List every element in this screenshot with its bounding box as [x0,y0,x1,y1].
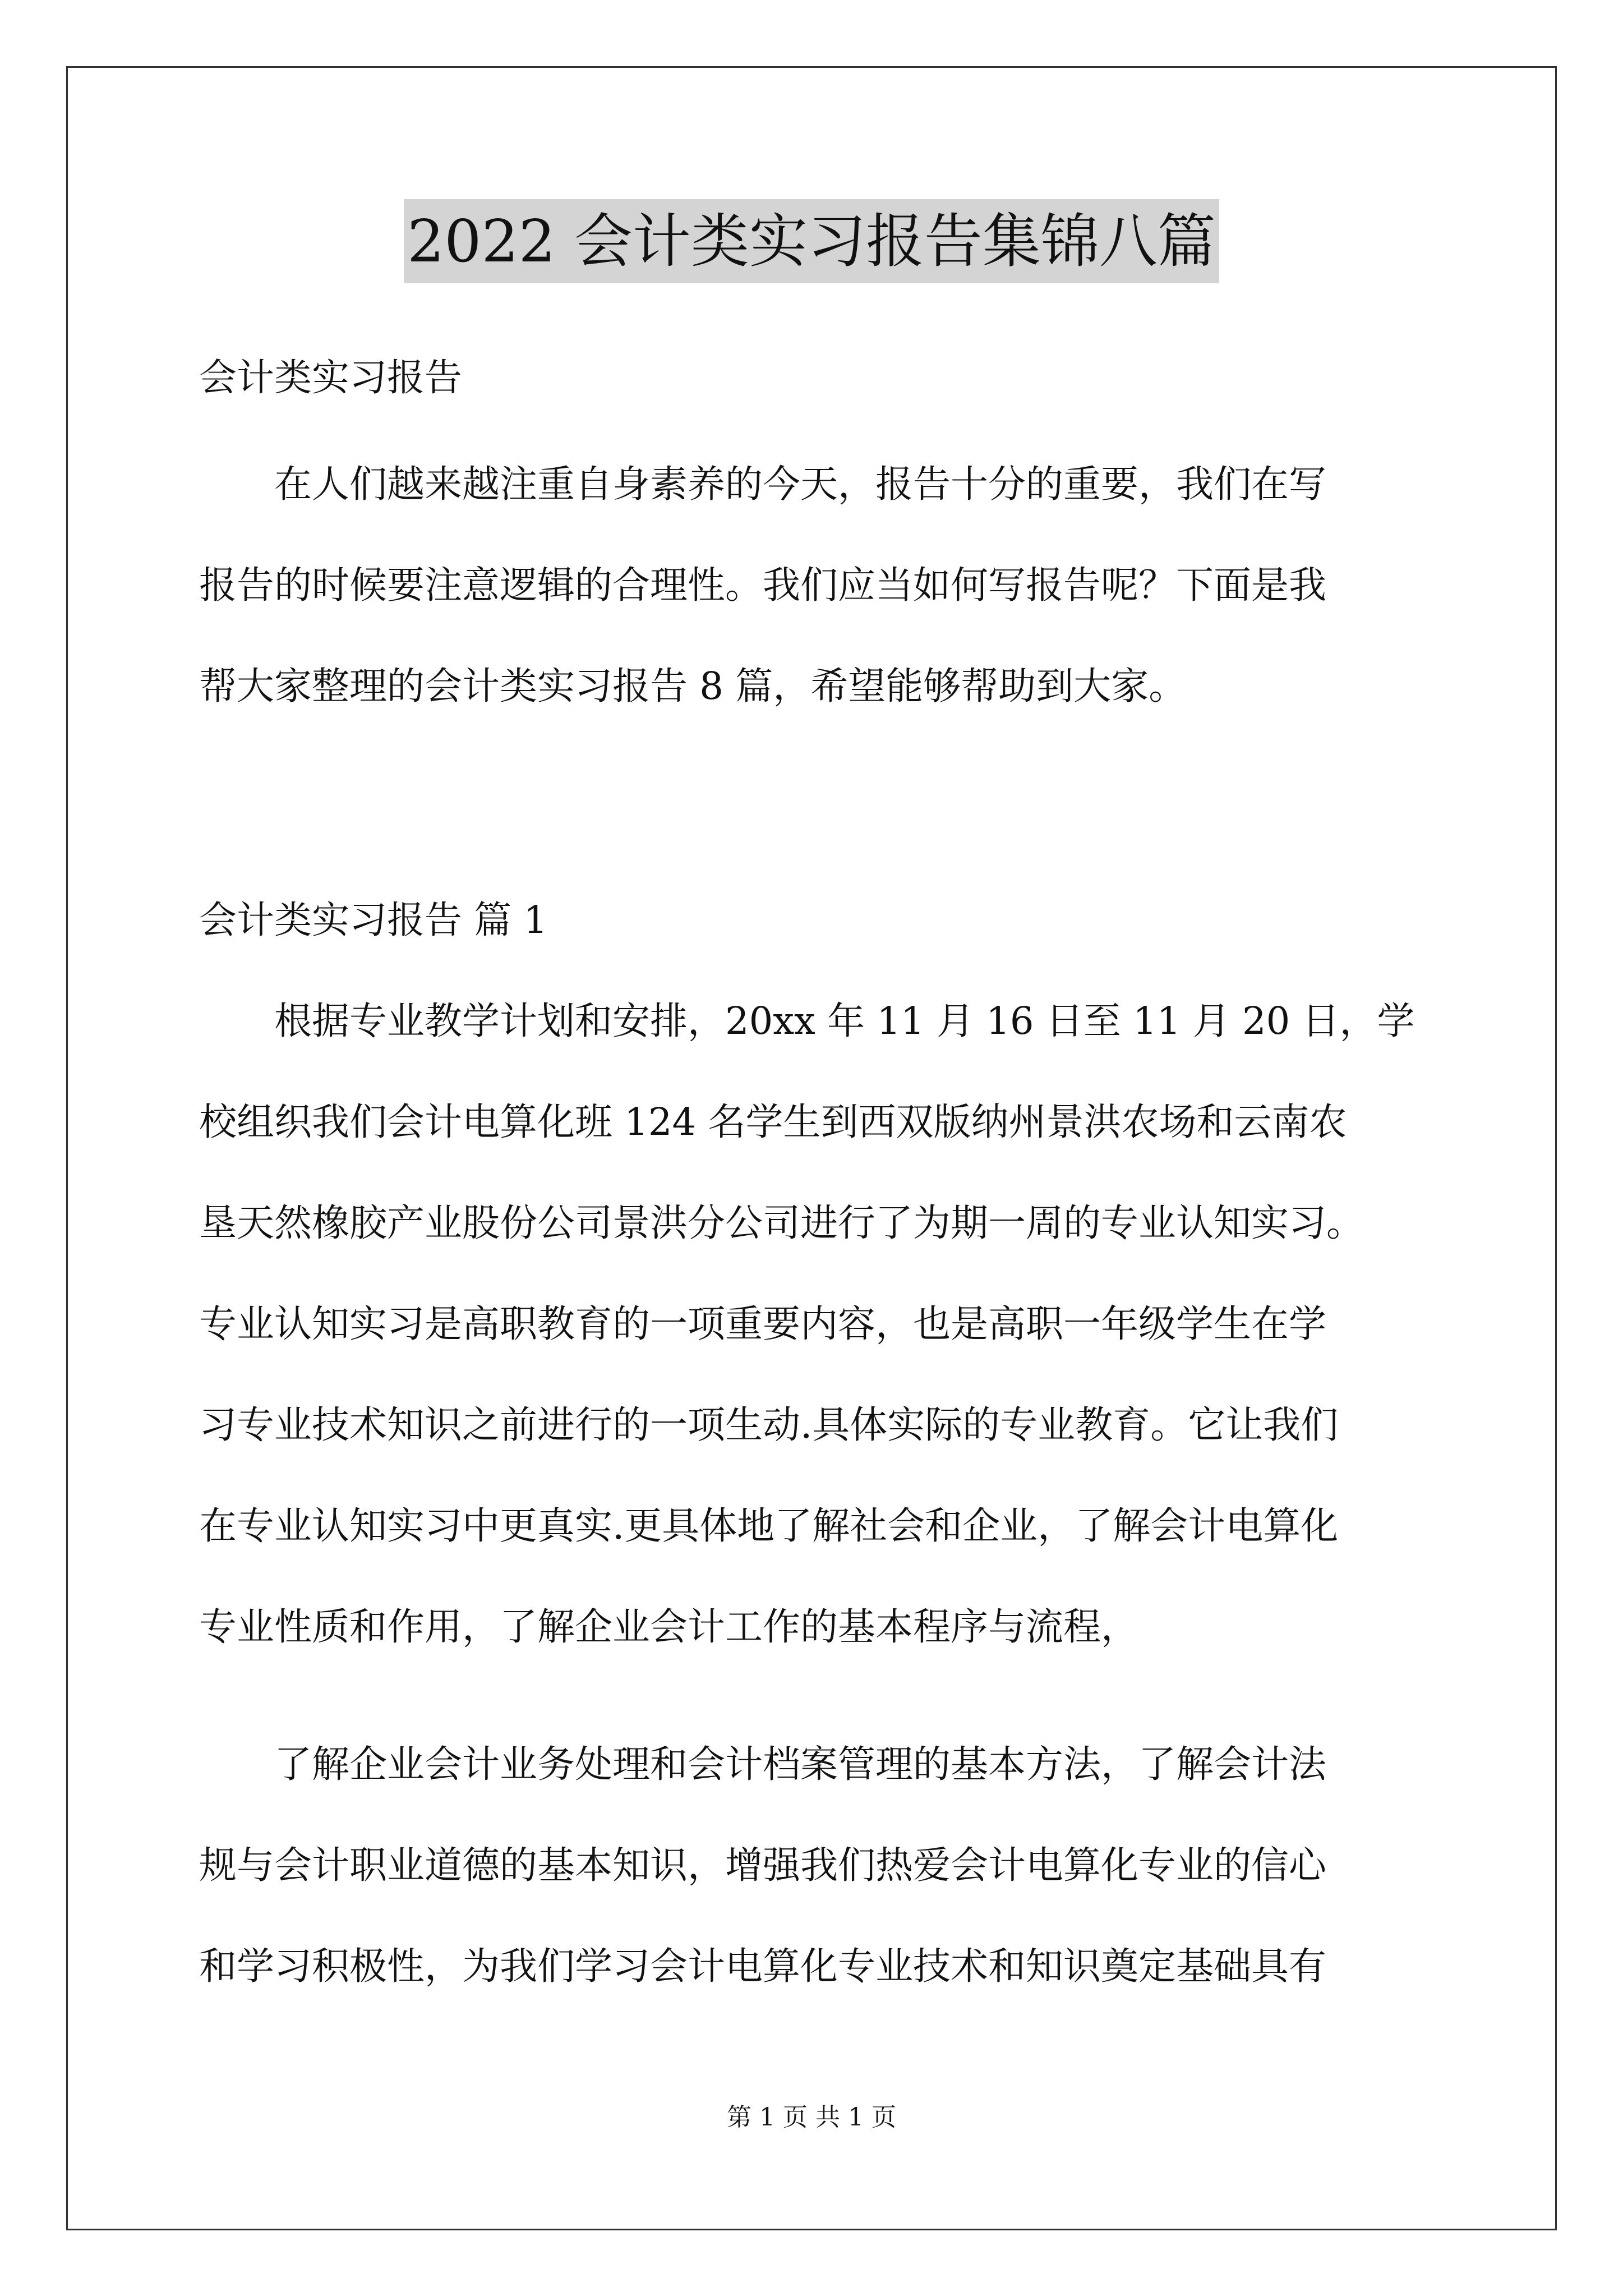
document-title: 2022 会计类实习报告集锦八篇 [404,199,1219,283]
section1-heading-block [199,869,1433,970]
paragraph-line: 校组织我们会计电算化班 124 名学生到西双版纳州景洪农场和云南农 [199,1100,1347,1144]
intro-heading: 会计类实习报告 [199,356,462,399]
paragraph-line: 在人们越来越注重自身素养的今天，报告十分的重要，我们在写 [274,462,1326,506]
intro-paragraph [199,434,1433,737]
paragraph-line: 习专业技术知识之前进行的一项生动.具体实际的专业教育。它让我们 [199,1403,1339,1447]
paragraph-line: 专业认知实习是高职教育的一项重要内容，也是高职一年级学生在学 [199,1302,1326,1346]
paragraph-line: 专业性质和作用，了解企业会计工作的基本程序与流程， [199,1605,1138,1649]
paragraph-line: 和学习积极性，为我们学习会计电算化专业技术和知识奠定基础具有 [199,1944,1326,1988]
paragraph-line: 根据专业教学计划和安排，20xx 年 11 月 16 日至 11 月 20 日，学 [274,999,1415,1043]
paragraph-line: 规与会计职业道德的基本知识，增强我们热爱会计电算化专业的信心 [199,1843,1326,1887]
paragraph-line: 垦天然橡胶产业股份公司景洪分公司进行了为期一周的专业认知实习。 [199,1201,1364,1245]
paragraph-line: 帮大家整理的会计类实习报告 8 篇，希望能够帮助到大家。 [199,664,1187,708]
section-heading: 会计类实习报告 篇 1 [199,898,548,942]
paragraph-line: 了解企业会计业务处理和会计档案管理的基本方法，了解会计法 [274,1742,1326,1786]
paragraph-line: 报告的时候要注意逻辑的合理性。我们应当如何写报告呢？下面是我 [199,563,1326,607]
section1-paragraph-2 [199,1714,1433,2017]
page-footer: 第 1 页 共 1 页 [727,2103,896,2132]
title-wrapper [0,199,1623,283]
intro-heading-block [199,327,1433,428]
paragraph-line: 在专业认知实习中更真实.更具体地了解社会和企业，了解会计电算化 [199,1504,1339,1548]
section1-paragraph-1 [199,970,1433,1677]
